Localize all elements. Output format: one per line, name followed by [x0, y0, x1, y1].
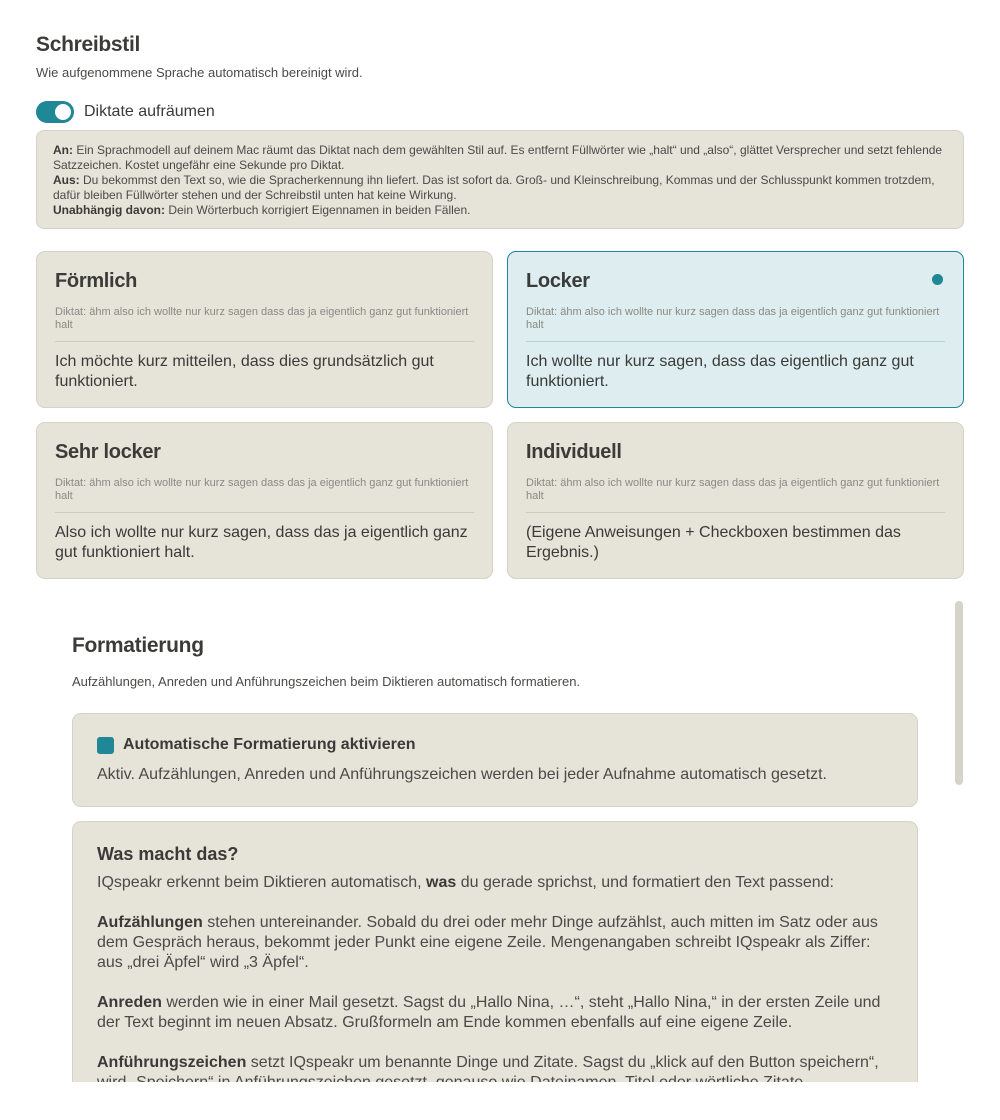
viewport-bottom-edge [0, 1082, 1000, 1120]
cleanup-info-box [36, 130, 964, 229]
info-off-label: Aus: [53, 173, 80, 187]
style-card-very-casual[interactable] [36, 422, 493, 579]
style-card-result: Also ich wollte nur kurz sagen, dass das ja eigentlich ganz gut funktioniert halt. [55, 524, 468, 561]
cleanup-toggle[interactable] [36, 101, 74, 123]
style-card-dictation: Diktat: ähm also ich wollte nur kurz sagen dass das ja eigentlich ganz gut funktioniert halt [55, 477, 474, 513]
info-on-label: An: [53, 143, 73, 157]
help-quotes-label: Anführungszeichen [97, 1054, 247, 1071]
help-lists-text: stehen untereinander. Sobald du drei oder mehr Dinge aufzählst, auch mitten im Satz oder aus dem Gespräch heraus, bekommt jeder Punkt eine eigene Zeile. Mengenangaben schreibt IQspeakr als Ziffer: aus „drei Äpfel“ wird „3 Äpfel“. [97, 914, 878, 971]
style-card-dictation: Diktat: ähm also ich wollte nur kurz sagen dass das ja eigentlich ganz gut funktioniert halt [526, 477, 945, 513]
help-greetings [97, 993, 893, 1033]
selected-dot-icon [932, 274, 943, 285]
style-card-dictation: Diktat: ähm also ich wollte nur kurz sagen dass das ja eigentlich ganz gut funktioniert halt [526, 306, 945, 342]
info-independent-text: Dein Wörterbuch korrigiert Eigennamen in beiden Fällen. [165, 203, 471, 217]
info-off [53, 173, 947, 203]
help-intro [97, 873, 893, 893]
style-card-formal[interactable] [36, 251, 493, 408]
formatting-help-box [72, 821, 918, 1120]
formatting-settings-box [72, 713, 918, 807]
auto-format-checkbox-row[interactable] [97, 736, 893, 754]
help-quotes-text: setzt IQspeakr um benannte Dinge und Zitate. Sagst du „klick auf den Button speichern“, [250, 1054, 879, 1071]
style-card-result: Ich wollte nur kurz sagen, dass das eigentlich ganz gut funktioniert. [526, 353, 914, 390]
style-card-title: Sehr locker [55, 441, 161, 463]
toggle-knob [55, 104, 71, 120]
style-card-custom[interactable] [507, 422, 964, 579]
style-card-result: Ich möchte kurz mitteilen, dass dies grundsätzlich gut funktioniert. [55, 353, 434, 390]
style-card-title: Förmlich [55, 270, 138, 292]
help-greetings-text: werden wie in einer Mail gesetzt. Sagst du „Hallo Nina, …“, steht „Hallo Nina,“ in der ersten Zeile und der Text beginnt im neuen Absatz. Grußformeln am Ende kommen ebenfalls auf eine eigene Zeile. [97, 994, 881, 1031]
style-card-result: (Eigene Anweisungen + Checkboxen bestimmen das Ergebnis.) [526, 524, 901, 561]
help-title: Was macht das? [97, 844, 239, 864]
auto-format-checkbox[interactable] [97, 737, 114, 754]
cleanup-toggle-row [36, 101, 215, 123]
auto-format-checkbox-label: Automatische Formatierung aktivieren [123, 736, 416, 753]
formatting-title: Formatierung [72, 634, 204, 657]
help-intro-pre: IQspeakr erkennt beim Diktieren automatisch, [97, 874, 427, 891]
info-on-text: Ein Sprachmodell auf deinem Mac räumt das Diktat nach dem gewählten Stil auf. Es entfernt Füllwörter wie „halt“ und „also“, glättet Versprecher und setzt fehlende Satzzeichen. Kostet ungefähr eine Sekunde pro Diktat. [53, 143, 943, 172]
style-card-dictation: Diktat: ähm also ich wollte nur kurz sagen dass das ja eigentlich ganz gut funktioniert halt [55, 306, 474, 342]
help-lists-label: Aufzählungen [97, 914, 203, 931]
writing-style-subtitle: Wie aufgenommene Sprache automatisch bereinigt wird. [36, 65, 363, 80]
help-intro-bold: was [426, 874, 457, 891]
info-independent-label: Unabhängig davon: [53, 203, 165, 217]
cleanup-toggle-label: Diktate aufräumen [84, 103, 215, 120]
help-lists [97, 913, 893, 973]
scrollbar-thumb[interactable] [955, 601, 963, 785]
style-card-title: Locker [526, 270, 590, 292]
info-on [53, 143, 947, 173]
auto-format-status: Aktiv. Aufzählungen, Anreden und Anführungszeichen werden bei jeder Aufnahme automatisch gesetzt. [97, 766, 827, 783]
style-card-casual[interactable] [507, 251, 964, 408]
help-greetings-label: Anreden [97, 994, 162, 1011]
writing-style-title: Schreibstil [36, 33, 141, 56]
help-intro-post: du gerade sprichst, und formatiert den Text passend: [456, 874, 834, 891]
info-independent [53, 203, 947, 218]
style-card-title: Individuell [526, 441, 622, 463]
formatting-subtitle: Aufzählungen, Anreden und Anführungszeichen beim Diktieren automatisch formatieren. [72, 674, 581, 689]
info-off-text: Du bekommst den Text so, wie die Spracherkennung ihn liefert. Das ist sofort da. Groß- und Kleinschreibung, Kommas und der Schlusspunkt kommen trotzdem, dafür bleiben Füllwörter stehen und der Schreibstil unten hat keine Wirkung. [53, 173, 935, 202]
